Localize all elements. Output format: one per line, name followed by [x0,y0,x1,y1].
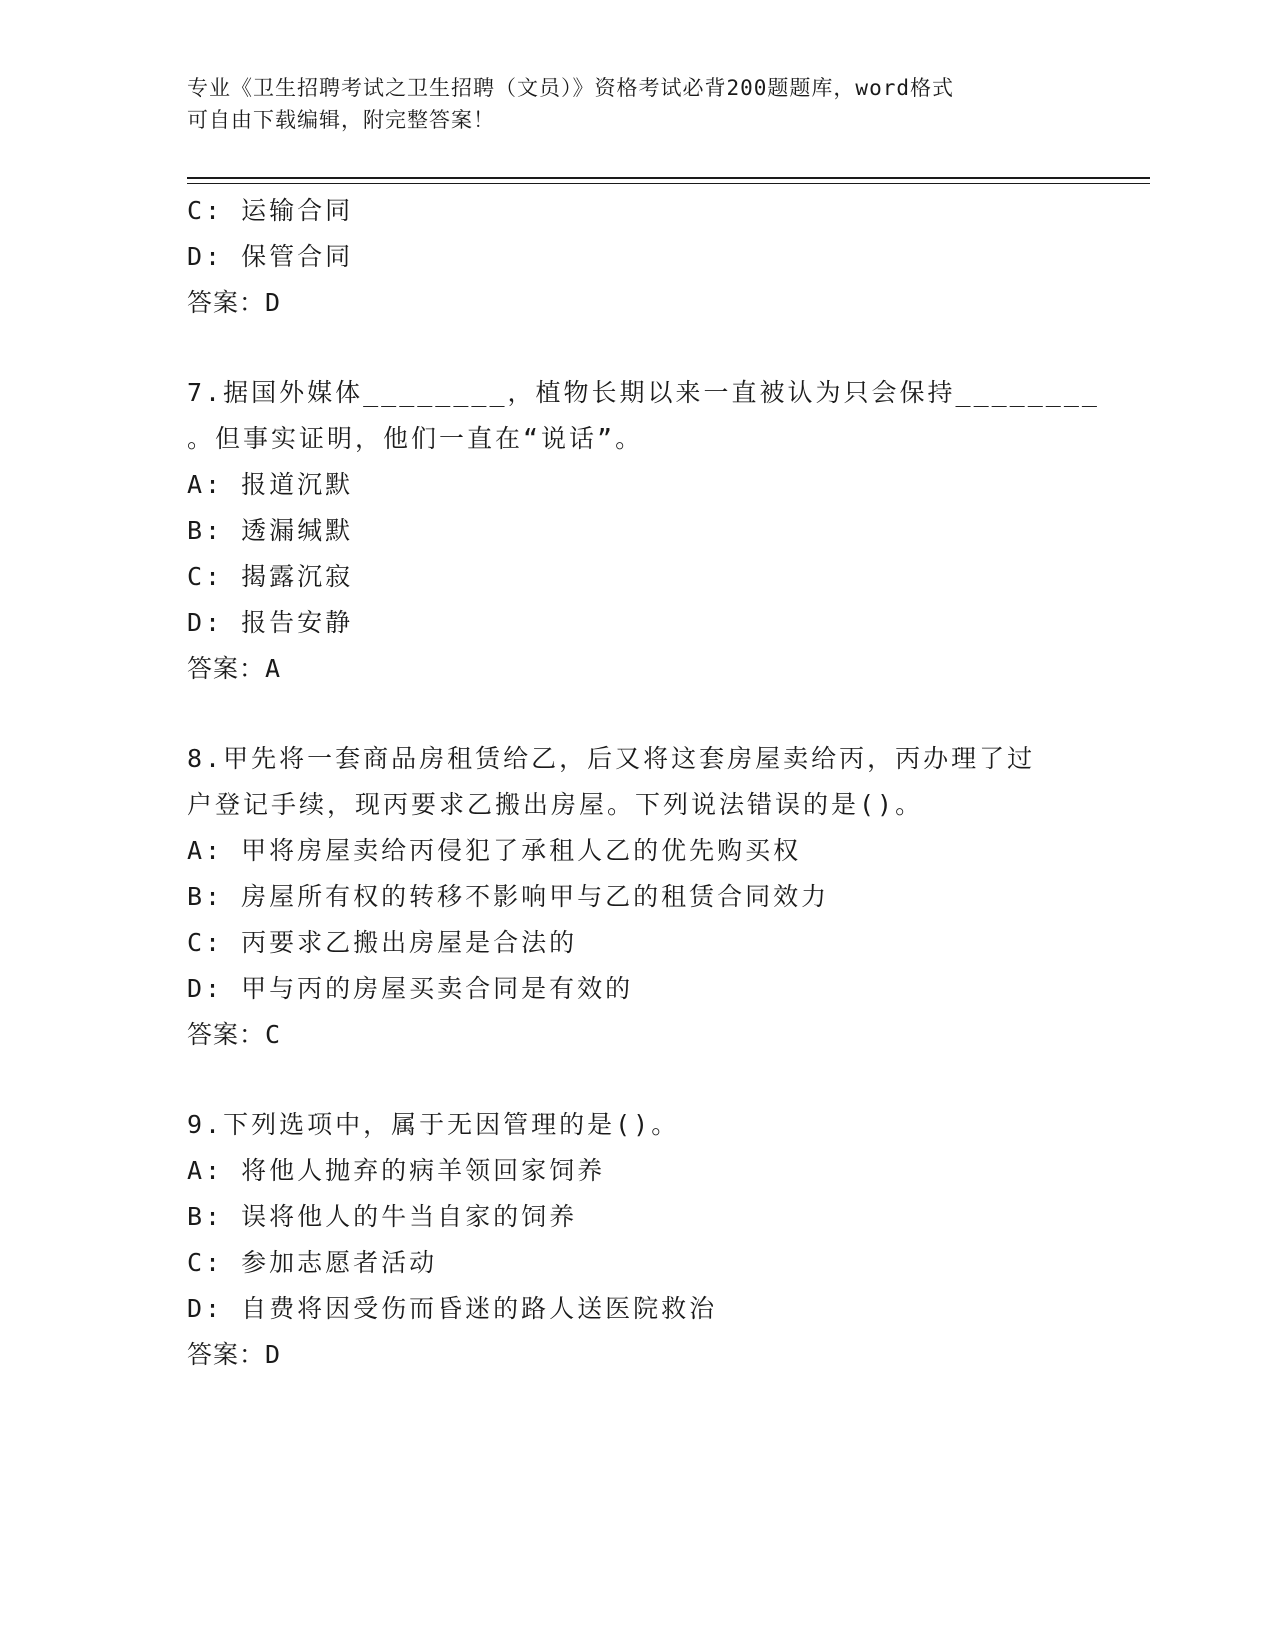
option-d: D: 保管合同 [187,242,354,271]
answer-value: D [265,288,282,317]
option-d: D: 甲与丙的房屋买卖合同是有效的 [187,974,634,1003]
option-a: A: 将他人抛弃的病羊领回家饲养 [187,1156,606,1185]
answer-label: 答案： [187,288,266,317]
question-9 [187,1102,1087,1378]
header-divider-thin [187,183,1150,184]
option-a: A: 报道沉默 [187,470,354,499]
header-line-2: 可自由下载编辑，附完整答案！ [187,108,495,132]
answer-label: 答案： [187,654,266,683]
option-c: C: 参加志愿者活动 [187,1248,438,1277]
answer-value: D [265,1340,282,1369]
document-header [187,72,1067,136]
question-stem-line-1: 7.据国外媒体________，植物长期以来一直被认为只会保持________ [187,378,1100,407]
answer-line [187,646,1087,692]
option-b: B: 误将他人的牛当自家的饲养 [187,1202,578,1231]
option-d: D: 自费将因受伤而昏迷的路人送医院救治 [187,1294,718,1323]
answer-value: A [265,654,282,683]
answer-label: 答案： [187,1340,266,1369]
question-stem-line-2: 。但事实证明，他们一直在“说话”。 [187,424,644,453]
question-8 [187,736,1087,1058]
question-7 [187,370,1100,692]
answer-line [187,1012,1087,1058]
answer-value: C [265,1020,282,1049]
question-stem-line-2: 户登记手续，现丙要求乙搬出房屋。下列说法错误的是()。 [187,790,924,819]
question-list [187,188,1100,1378]
header-line-1: 专业《卫生招聘考试之卫生招聘（文员）》资格考试必背200题题库，word格式 [187,76,954,100]
question-stem-line-1: 8.甲先将一套商品房租赁给乙，后又将这套房屋卖给丙，丙办理了过 [187,744,1036,773]
option-c: C: 揭露沉寂 [187,562,354,591]
question-6-tail [187,188,1087,326]
option-c: C: 丙要求乙搬出房屋是合法的 [187,928,578,957]
option-b: B: 房屋所有权的转移不影响甲与乙的租赁合同效力 [187,882,830,911]
answer-line [187,1332,1087,1378]
answer-line [187,280,1087,326]
question-stem-line-1: 9.下列选项中，属于无因管理的是()。 [187,1110,680,1139]
answer-label: 答案： [187,1020,266,1049]
option-c: C: 运输合同 [187,196,354,225]
header-divider-thick [187,177,1150,179]
option-b: B: 透漏缄默 [187,516,354,545]
option-a: A: 甲将房屋卖给丙侵犯了承租人乙的优先购买权 [187,836,802,865]
option-d: D: 报告安静 [187,608,354,637]
